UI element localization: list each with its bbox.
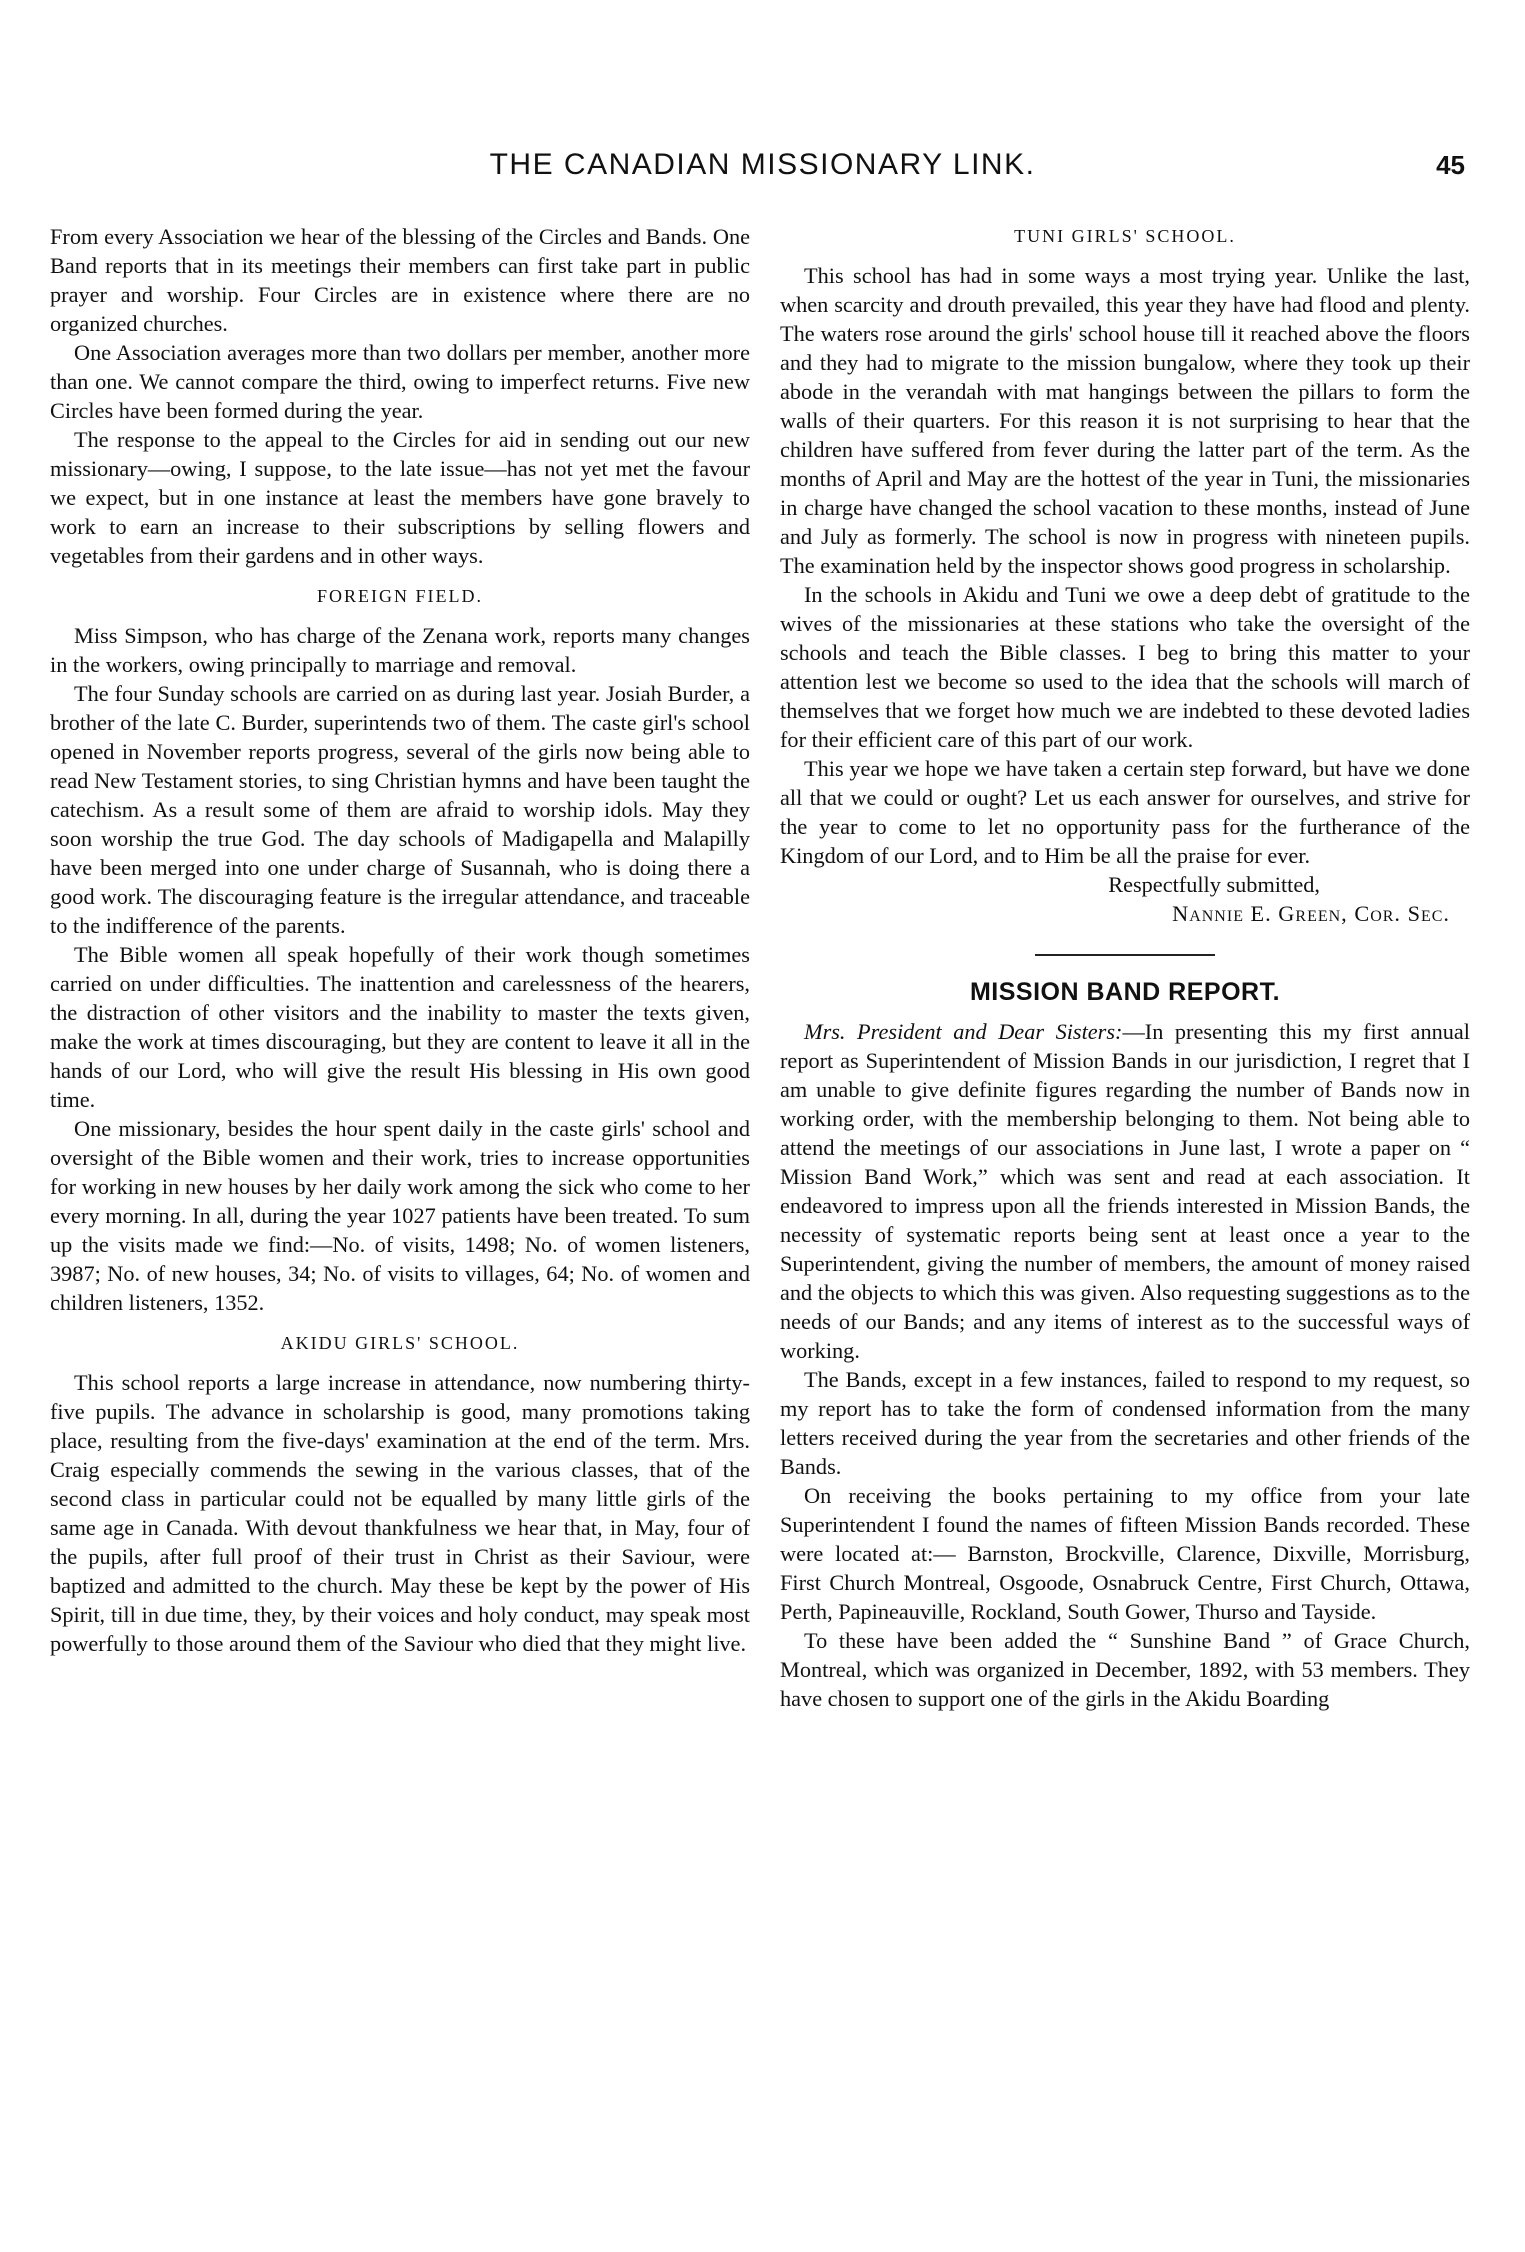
closing-line: Respectfully submitted, [1108,872,1320,897]
page-header [0,148,1525,192]
salutation: Mrs. President and Dear Sisters: [804,1019,1123,1044]
section-heading-tuni: TUNI GIRLS' SCHOOL. [1014,226,1236,246]
paragraph: One missionary, besides the hour spent daily in the caste girls' school and oversight of the Bible women and their work, tries to increase opportunities for working in new houses by her daily work among the sick who come to her every morning. In all, during the year 1027 patients have been treated. To sum up the visits made we find:—No. of visits, 1498; No. of women listeners, 3987; No. of new houses, 34; No. of visits to villages, 64; No. of women and children listeners, 1352. [50,1116,750,1315]
paragraph: One Association averages more than two dollars per member, another more than one. We cannot compare the third, owing to imperfect returns. Five new Circles have been formed during the year. [50,340,750,423]
report-title: MISSION BAND REPORT. [969,978,1281,1006]
section-heading-akidu: AKIDU GIRLS' SCHOOL. [280,1333,520,1353]
paragraph: The response to the appeal to the Circles for aid in sending out our new missionary—owing, I suppose, to the late issue—has not yet met the favour we expect, but in one instance at least the members have gone bravely to work to earn an increase to their subscriptions by selling flowers and vegetables from their gardens and in other ways. [50,427,750,568]
paragraph: This school reports a large increase in attendance, now numbering thirty-five pupils. The advance in scholarship is good, many promotions taking place, resulting from the five-days' examination at the end of the term. Mrs. Craig especially commends the sewing in the various classes, that of the second class in particular could not be equalled by many little girls of the same age in Canada. With devout thankfulness we hear that, in May, four of the pupils, after full proof of their trust in Christ as their Saviour, were baptized and admitted to the church. May these be kept by the power of His Spirit, till in due time, they, by their voices and holy conduct, may speak most powerfully to those around them of the Saviour who died that they might live. [50,1370,750,1656]
paragraph-text: —In presenting this my first annual report as Superintendent of Mission Bands in our jurisdiction, I regret that I am unable to give definite figures regarding the number of Bands now in working order, with the membership belonging to them. Not being able to attend the meetings of our associations in June last, I wrote a paper on “ Mission Band Work,” which was sent and read at each association. It endeavored to impress upon all the friends interested in Mission Bands, the necessity of systematic reports being sent at least once a year to the Superintendent, giving the number of members, the amount of money raised and the objects to which this was given. Also requesting suggestions as to the needs of our Bands; and any items of interest as to the successful ways of working. [780,1019,1470,1363]
right-column [780,222,1470,1713]
section-divider [1035,954,1215,956]
paragraph: This year we hope we have taken a certain step forward, but have we done all that we could or ought? Let us each answer for ourselves, and strive for the year to come to let no opportunity pass for the furtherance of the Kingdom of our Lord, and to Him be all the praise for ever. [780,756,1470,868]
paragraph: From every Association we hear of the blessing of the Circles and Bands. One Band reports that in its meetings their members can first take part in public prayer and worship. Four Circles are in existence where there are no organized churches. [50,224,750,336]
paragraph [780,1017,1470,1365]
signature: Nannie E. Green, Cor. Sec. [1172,901,1450,926]
running-title: THE CANADIAN MISSIONARY LINK. [489,148,1036,181]
paragraph: The Bible women all speak hopefully of their work though sometimes carried on under difficulties. The inattention and carelessness of the hearers, the distraction of other visitors and the inability to master the texts given, make the work at times discouraging, but they are content to leave it all in the hands of our Lord, who will give the result His blessing in His own good time. [50,942,750,1112]
paragraph: In the schools in Akidu and Tuni we owe a deep debt of gratitude to the wives of the missionaries at these stations who take the oversight of the schools and teach the Bible classes. I beg to bring this matter to your attention lest we become so used to the idea that the schools will march of themselves that we forget how much we are indebted to these devoted ladies for their efficient care of this part of our work. [780,582,1470,752]
section-heading-foreign-field: FOREIGN FIELD. [317,586,483,606]
paragraph: Miss Simpson, who has charge of the Zenana work, reports many changes in the workers, owing principally to marriage and removal. [50,623,750,677]
page-number: 45 [1436,150,1465,180]
paragraph: To these have been added the “ Sunshine Band ” of Grace Church, Montreal, which was organized in December, 1892, with 53 members. They have chosen to support one of the girls in the Akidu Boarding [780,1628,1470,1711]
paragraph: The Bands, except in a few instances, failed to respond to my request, so my report has to take the form of condensed information from the many letters received during the year from the secretaries and other friends of the Bands. [780,1367,1470,1479]
paragraph: The four Sunday schools are carried on as during last year. Josiah Burder, a brother of the late C. Burder, superintends two of them. The caste girl's school opened in November reports progress, several of the girls now being able to read New Testament stories, to sing Christian hymns and have been taught the catechism. As a result some of them are afraid to worship idols. May they soon worship the true God. The day schools of Madigapella and Malapilly have been merged into one under charge of Susannah, who is doing there a good work. The discouraging feature is the irregular attendance, and traceable to the indifference of the parents. [50,681,750,938]
left-column [50,222,750,1658]
paragraph: On receiving the books pertaining to my office from your late Superintendent I found the names of fifteen Mission Bands recorded. These were located at:— Barnston, Brockville, Clarence, Dixville, Morrisburg, First Church Montreal, Osgoode, Osnabruck Centre, First Church, Ottawa, Perth, Papineauville, Rockland, South Gower, Thurso and Tayside. [780,1483,1470,1624]
paragraph: This school has had in some ways a most trying year. Unlike the last, when scarcity and drouth prevailed, this year they have had flood and plenty. The waters rose around the girls' school house till it reached above the floors and they had to migrate to the mission bungalow, where they took up their abode in the verandah with mat hangings between the pillars to form the walls of their quarters. For this reason it is not surprising to hear that the children have suffered from fever during the latter part of the term. As the months of April and May are the hottest of the year in Tuni, the missionaries in charge have changed the school vacation to these months, instead of June and July as formerly. The school is now in progress with nineteen pupils. The examination held by the inspector shows good progress in scholarship. [780,263,1470,578]
